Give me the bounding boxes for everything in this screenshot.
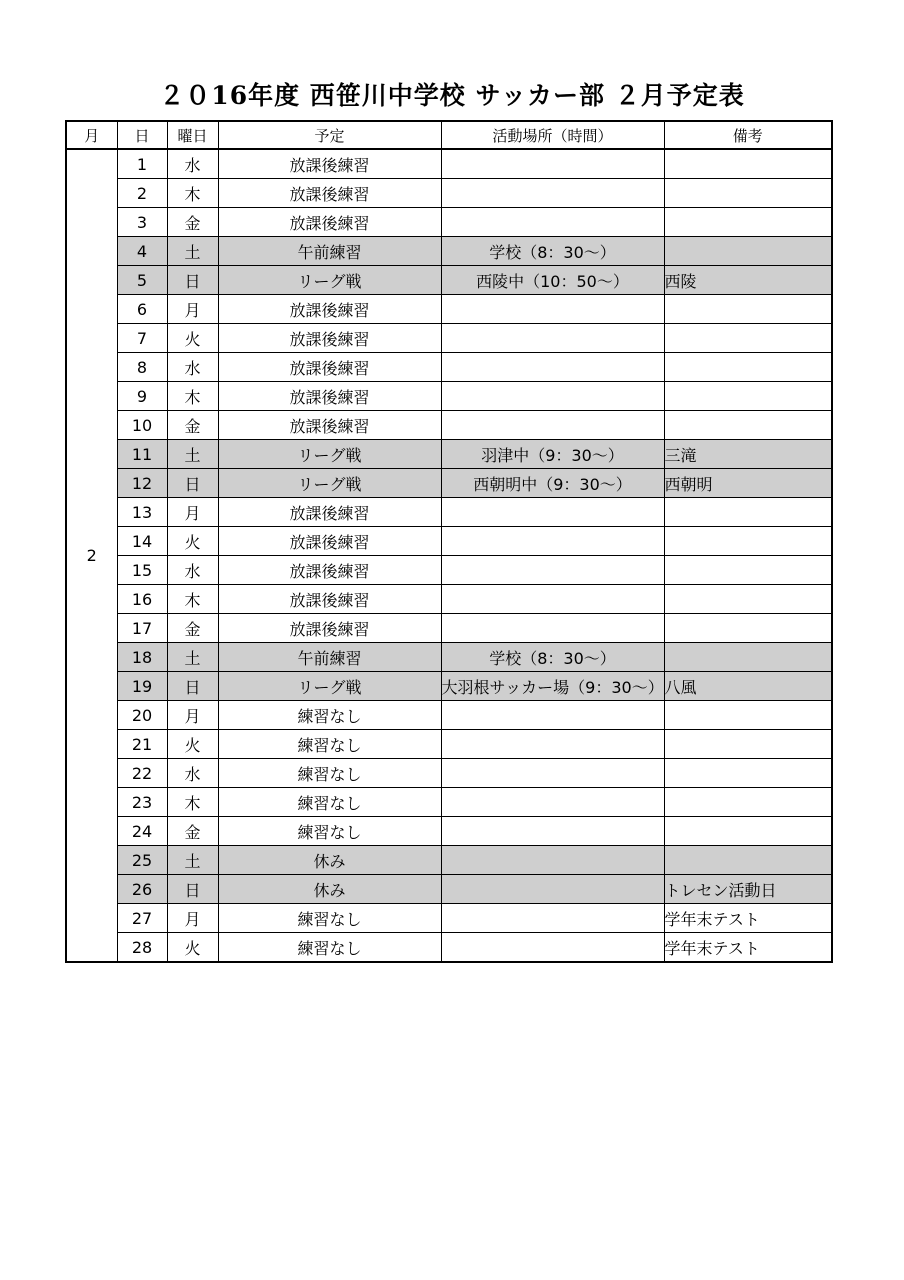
table-row bbox=[66, 875, 832, 904]
weekday-cell: 日 bbox=[167, 469, 218, 498]
day-cell: 21 bbox=[117, 730, 167, 759]
weekday-cell: 月 bbox=[167, 498, 218, 527]
plan-cell: 練習なし bbox=[218, 759, 441, 788]
weekday-cell: 土 bbox=[167, 846, 218, 875]
note-cell bbox=[664, 701, 832, 730]
note-cell bbox=[664, 208, 832, 237]
note-cell bbox=[664, 527, 832, 556]
plan-cell: リーグ戦 bbox=[218, 672, 441, 701]
place-cell bbox=[441, 759, 664, 788]
weekday-cell: 月 bbox=[167, 701, 218, 730]
weekday-cell: 月 bbox=[167, 295, 218, 324]
place-cell bbox=[441, 324, 664, 353]
plan-cell: 放課後練習 bbox=[218, 614, 441, 643]
plan-cell: リーグ戦 bbox=[218, 440, 441, 469]
place-cell bbox=[441, 149, 664, 179]
note-cell bbox=[664, 846, 832, 875]
place-cell bbox=[441, 295, 664, 324]
place-cell bbox=[441, 527, 664, 556]
weekday-cell: 水 bbox=[167, 759, 218, 788]
weekday-cell: 日 bbox=[167, 266, 218, 295]
table-row bbox=[66, 933, 832, 963]
table-row bbox=[66, 817, 832, 846]
plan-cell: 放課後練習 bbox=[218, 527, 441, 556]
place-cell bbox=[441, 382, 664, 411]
table-row bbox=[66, 846, 832, 875]
weekday-cell: 火 bbox=[167, 933, 218, 963]
place-cell bbox=[441, 208, 664, 237]
note-cell bbox=[664, 614, 832, 643]
place-text: 西陵中（10：50～） bbox=[476, 271, 629, 291]
table-header-row bbox=[66, 121, 832, 149]
plan-cell: リーグ戦 bbox=[218, 266, 441, 295]
plan-cell: 練習なし bbox=[218, 730, 441, 759]
note-cell bbox=[664, 411, 832, 440]
day-cell: 14 bbox=[117, 527, 167, 556]
table-row bbox=[66, 556, 832, 585]
day-cell: 1 bbox=[117, 149, 167, 179]
day-cell: 22 bbox=[117, 759, 167, 788]
table-row bbox=[66, 759, 832, 788]
plan-cell: 練習なし bbox=[218, 701, 441, 730]
note-cell bbox=[664, 817, 832, 846]
table-row bbox=[66, 643, 832, 672]
plan-cell: 放課後練習 bbox=[218, 411, 441, 440]
day-cell: 8 bbox=[117, 353, 167, 382]
table-body bbox=[66, 149, 832, 962]
place-text: 学校（8：30～） bbox=[489, 242, 616, 262]
plan-cell: 休み bbox=[218, 875, 441, 904]
table-row bbox=[66, 324, 832, 353]
note-cell bbox=[664, 324, 832, 353]
day-cell: 28 bbox=[117, 933, 167, 963]
table-row bbox=[66, 527, 832, 556]
note-cell bbox=[664, 179, 832, 208]
table-row bbox=[66, 614, 832, 643]
table-row bbox=[66, 353, 832, 382]
note-cell bbox=[664, 382, 832, 411]
note-cell: 八風 bbox=[664, 672, 832, 701]
month-cell: 2 bbox=[66, 149, 117, 962]
plan-cell: 午前練習 bbox=[218, 643, 441, 672]
note-cell: 三滝 bbox=[664, 440, 832, 469]
day-cell: 4 bbox=[117, 237, 167, 266]
day-cell: 24 bbox=[117, 817, 167, 846]
plan-cell: 放課後練習 bbox=[218, 382, 441, 411]
header-weekday: 曜日 bbox=[167, 121, 218, 149]
plan-cell: 放課後練習 bbox=[218, 149, 441, 179]
day-cell: 27 bbox=[117, 904, 167, 933]
weekday-cell: 土 bbox=[167, 643, 218, 672]
table-row bbox=[66, 266, 832, 295]
plan-cell: 練習なし bbox=[218, 904, 441, 933]
table-row bbox=[66, 788, 832, 817]
place-text: 羽津中（9：30～） bbox=[481, 445, 624, 465]
place-text: 大羽根サッカー場（9：30～） bbox=[441, 677, 664, 697]
weekday-cell: 木 bbox=[167, 179, 218, 208]
plan-cell: 放課後練習 bbox=[218, 353, 441, 382]
day-cell: 7 bbox=[117, 324, 167, 353]
weekday-cell: 金 bbox=[167, 817, 218, 846]
note-cell: トレセン活動日 bbox=[664, 875, 832, 904]
weekday-cell: 金 bbox=[167, 614, 218, 643]
day-cell: 5 bbox=[117, 266, 167, 295]
place-text: 西朝明中（9：30～） bbox=[473, 474, 632, 494]
note-cell bbox=[664, 788, 832, 817]
note-cell: 西陵 bbox=[664, 266, 832, 295]
place-cell bbox=[441, 904, 664, 933]
weekday-cell: 金 bbox=[167, 208, 218, 237]
weekday-cell: 水 bbox=[167, 149, 218, 179]
note-cell bbox=[664, 237, 832, 266]
day-cell: 15 bbox=[117, 556, 167, 585]
plan-cell: 放課後練習 bbox=[218, 324, 441, 353]
page-title: ２０16年度 西笹川中学校 サッカー部 ２月予定表 bbox=[159, 81, 745, 110]
table-row bbox=[66, 440, 832, 469]
table-row bbox=[66, 149, 832, 179]
table-row bbox=[66, 672, 832, 701]
note-cell bbox=[664, 353, 832, 382]
day-cell: 9 bbox=[117, 382, 167, 411]
schedule-table bbox=[65, 120, 833, 963]
plan-cell: 放課後練習 bbox=[218, 585, 441, 614]
note-cell bbox=[664, 149, 832, 179]
plan-cell: 放課後練習 bbox=[218, 498, 441, 527]
place-text: 学校（8：30～） bbox=[489, 648, 616, 668]
weekday-cell: 金 bbox=[167, 411, 218, 440]
day-cell: 10 bbox=[117, 411, 167, 440]
weekday-cell: 木 bbox=[167, 585, 218, 614]
weekday-cell: 土 bbox=[167, 237, 218, 266]
place-cell bbox=[441, 672, 664, 701]
place-cell bbox=[441, 788, 664, 817]
weekday-cell: 火 bbox=[167, 324, 218, 353]
table-row bbox=[66, 237, 832, 266]
table-row bbox=[66, 498, 832, 527]
place-cell bbox=[441, 701, 664, 730]
plan-cell: 休み bbox=[218, 846, 441, 875]
place-cell bbox=[441, 585, 664, 614]
note-cell bbox=[664, 295, 832, 324]
note-cell bbox=[664, 556, 832, 585]
weekday-cell: 土 bbox=[167, 440, 218, 469]
header-day: 日 bbox=[117, 121, 167, 149]
day-cell: 3 bbox=[117, 208, 167, 237]
plan-cell: 練習なし bbox=[218, 788, 441, 817]
note-cell: 西朝明 bbox=[664, 469, 832, 498]
place-cell bbox=[441, 498, 664, 527]
day-cell: 19 bbox=[117, 672, 167, 701]
place-cell bbox=[441, 440, 664, 469]
place-cell bbox=[441, 817, 664, 846]
day-cell: 20 bbox=[117, 701, 167, 730]
day-cell: 25 bbox=[117, 846, 167, 875]
table-row bbox=[66, 208, 832, 237]
plan-cell: リーグ戦 bbox=[218, 469, 441, 498]
day-cell: 2 bbox=[117, 179, 167, 208]
table-row bbox=[66, 904, 832, 933]
weekday-cell: 日 bbox=[167, 875, 218, 904]
table-row bbox=[66, 469, 832, 498]
place-cell bbox=[441, 469, 664, 498]
day-cell: 18 bbox=[117, 643, 167, 672]
plan-cell: 放課後練習 bbox=[218, 556, 441, 585]
plan-cell: 練習なし bbox=[218, 817, 441, 846]
plan-cell: 午前練習 bbox=[218, 237, 441, 266]
place-cell bbox=[441, 556, 664, 585]
weekday-cell: 火 bbox=[167, 730, 218, 759]
note-cell bbox=[664, 498, 832, 527]
note-cell: 学年末テスト bbox=[664, 904, 832, 933]
place-cell bbox=[441, 179, 664, 208]
place-cell bbox=[441, 266, 664, 295]
place-cell bbox=[441, 730, 664, 759]
table-row bbox=[66, 411, 832, 440]
plan-cell: 放課後練習 bbox=[218, 208, 441, 237]
weekday-cell: 木 bbox=[167, 788, 218, 817]
table-row bbox=[66, 730, 832, 759]
table-row bbox=[66, 179, 832, 208]
day-cell: 23 bbox=[117, 788, 167, 817]
table-row bbox=[66, 701, 832, 730]
table-row bbox=[66, 382, 832, 411]
day-cell: 26 bbox=[117, 875, 167, 904]
note-cell bbox=[664, 730, 832, 759]
note-cell bbox=[664, 759, 832, 788]
weekday-cell: 木 bbox=[167, 382, 218, 411]
weekday-cell: 月 bbox=[167, 904, 218, 933]
place-cell bbox=[441, 353, 664, 382]
place-cell bbox=[441, 846, 664, 875]
weekday-cell: 水 bbox=[167, 353, 218, 382]
day-cell: 12 bbox=[117, 469, 167, 498]
day-cell: 6 bbox=[117, 295, 167, 324]
day-cell: 16 bbox=[117, 585, 167, 614]
day-cell: 13 bbox=[117, 498, 167, 527]
place-cell bbox=[441, 643, 664, 672]
place-cell bbox=[441, 411, 664, 440]
day-cell: 17 bbox=[117, 614, 167, 643]
header-month: 月 bbox=[66, 121, 117, 149]
note-cell bbox=[664, 585, 832, 614]
table-row bbox=[66, 295, 832, 324]
note-cell bbox=[664, 643, 832, 672]
header-plan: 予定 bbox=[218, 121, 441, 149]
place-cell bbox=[441, 237, 664, 266]
place-cell bbox=[441, 933, 664, 963]
place-cell bbox=[441, 875, 664, 904]
day-cell: 11 bbox=[117, 440, 167, 469]
table-row bbox=[66, 585, 832, 614]
plan-cell: 放課後練習 bbox=[218, 179, 441, 208]
plan-cell: 練習なし bbox=[218, 933, 441, 963]
plan-cell: 放課後練習 bbox=[218, 295, 441, 324]
weekday-cell: 日 bbox=[167, 672, 218, 701]
header-place: 活動場所（時間） bbox=[441, 121, 664, 149]
place-cell bbox=[441, 614, 664, 643]
note-cell: 学年末テスト bbox=[664, 933, 832, 963]
header-note: 備考 bbox=[664, 121, 832, 149]
weekday-cell: 火 bbox=[167, 527, 218, 556]
weekday-cell: 水 bbox=[167, 556, 218, 585]
